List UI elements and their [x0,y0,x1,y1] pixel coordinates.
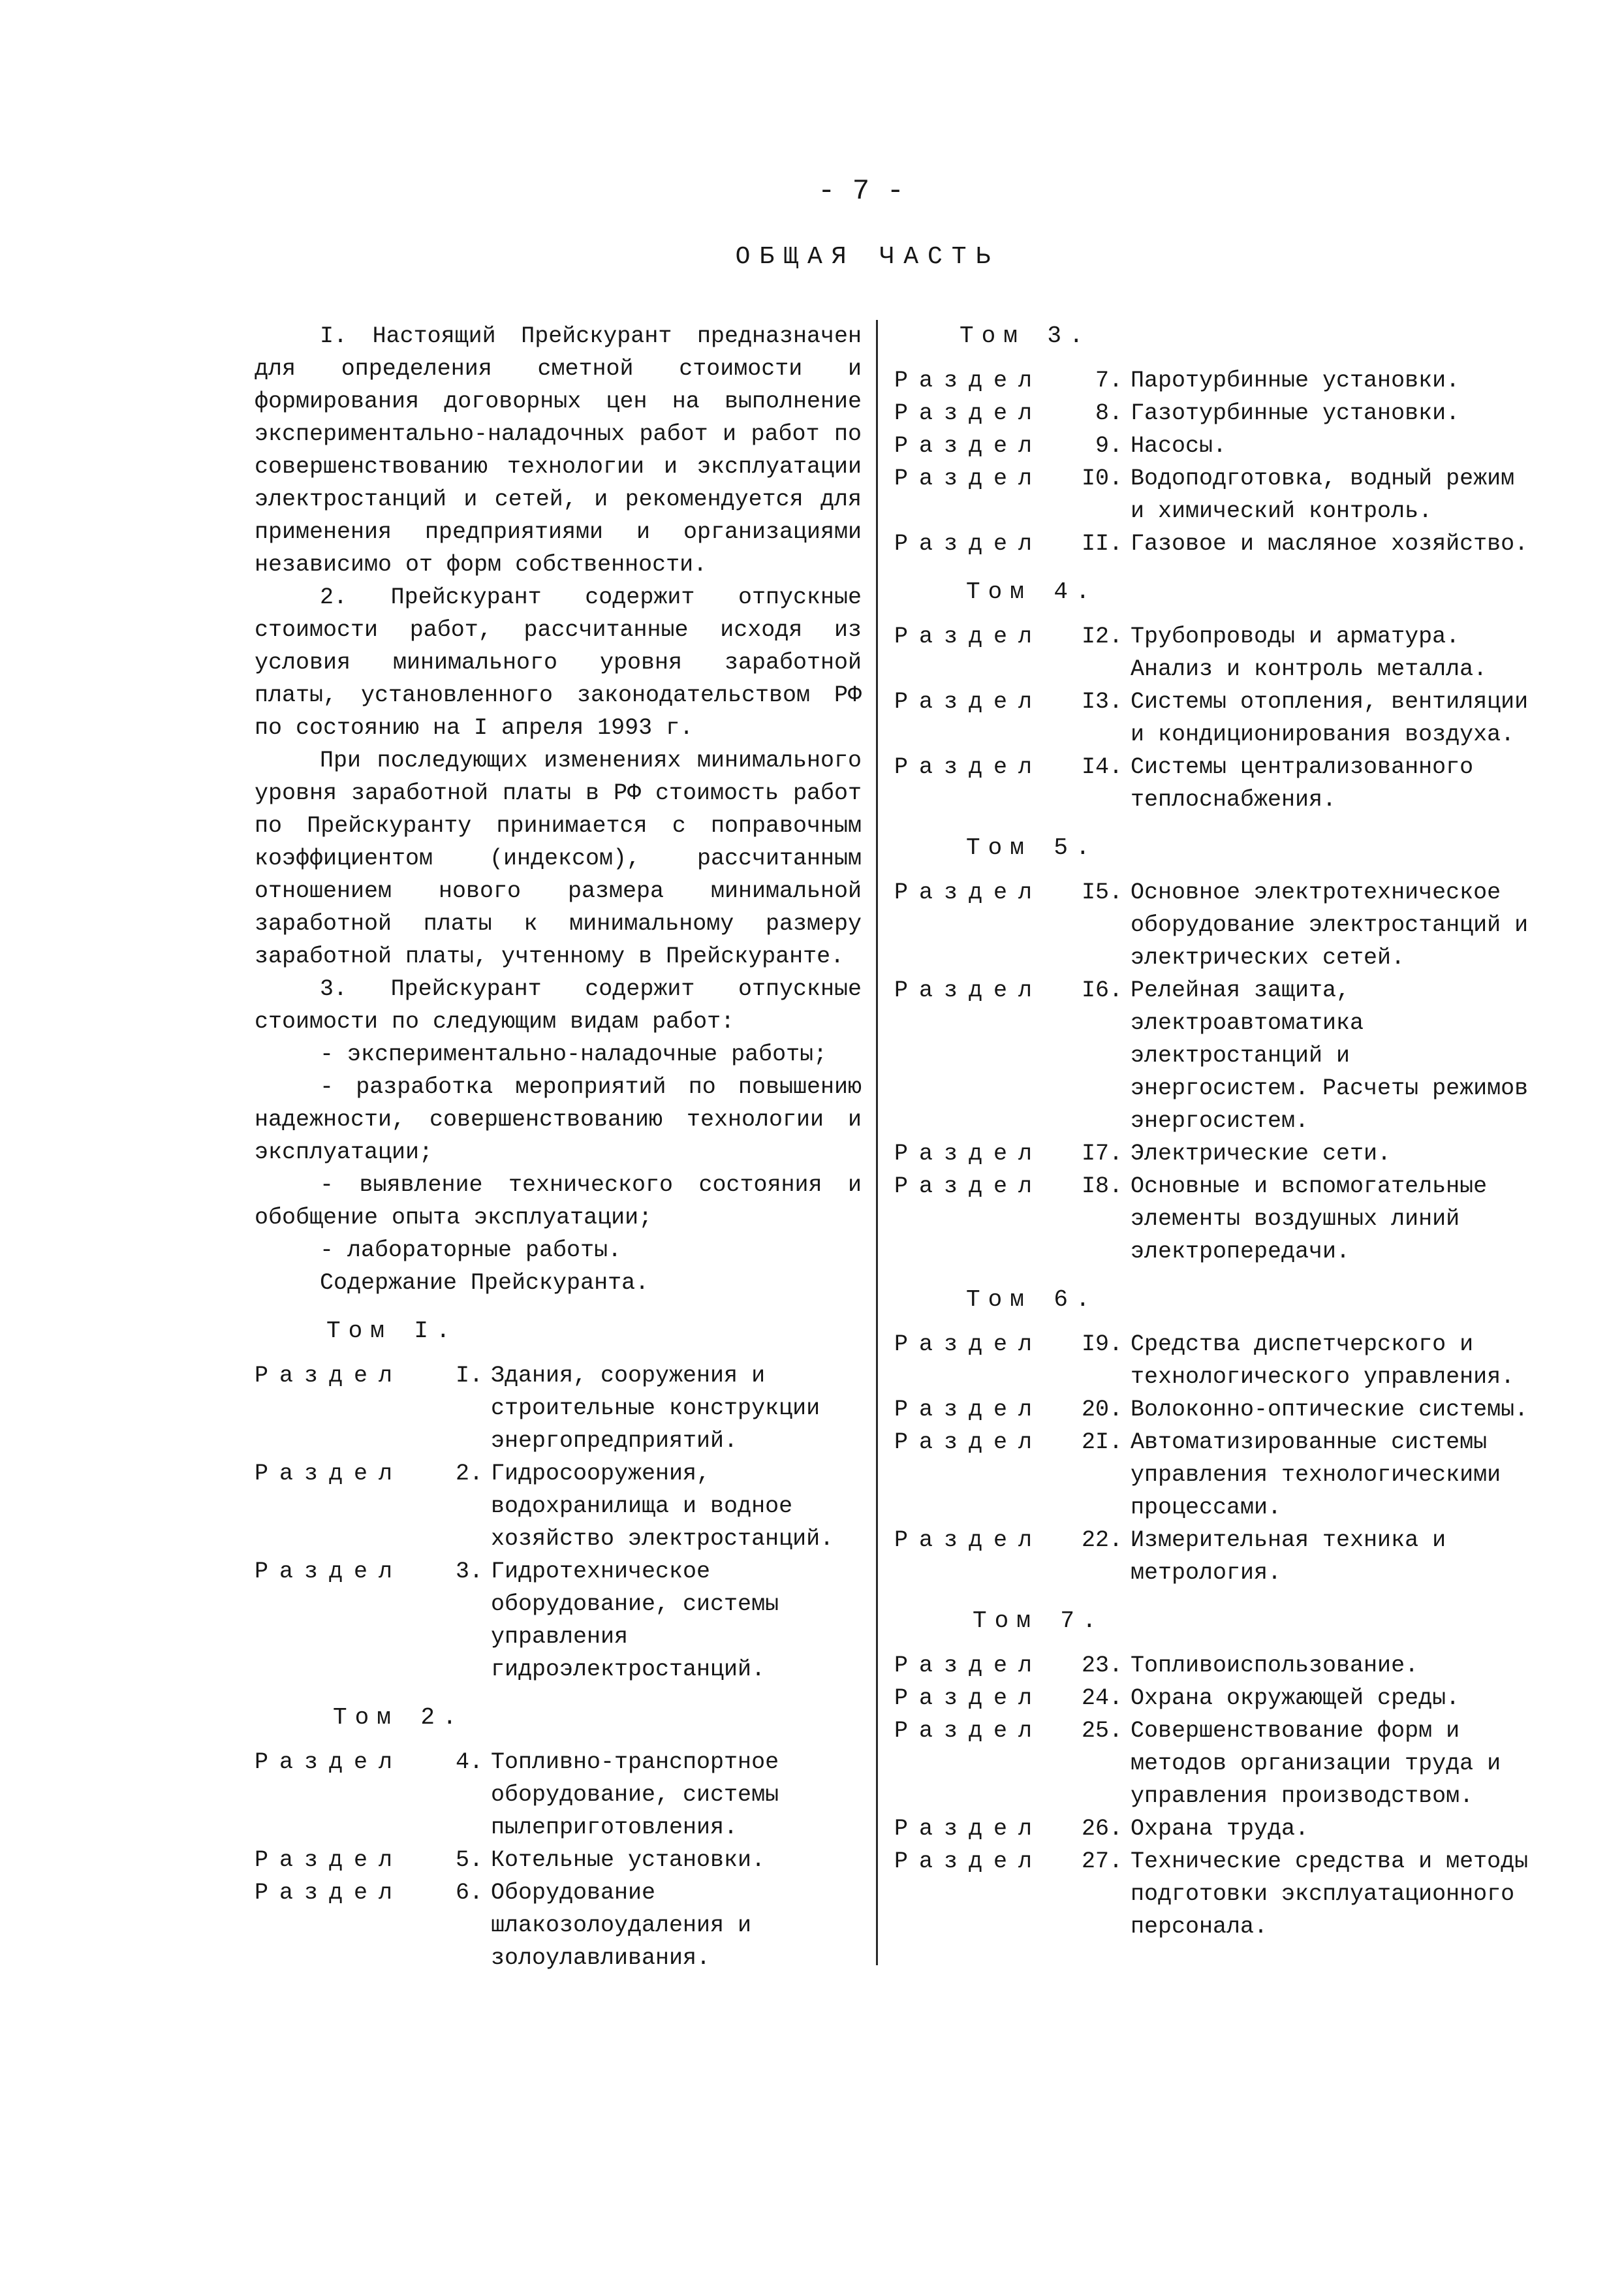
section-number: 27. [1081,1848,1123,1874]
section-entry [255,1876,862,1974]
section-entry [894,430,1540,462]
volume-heading: Том 5. [966,834,1098,861]
section-word: Раздел [894,754,1044,780]
section-number: 26. [1081,1816,1123,1842]
section-number: 23. [1081,1653,1123,1679]
section-number: I3. [1081,689,1123,715]
section-entry [255,1746,862,1844]
section-entry [894,751,1540,816]
section-word: Раздел [894,1848,1044,1874]
section-entry [255,1457,862,1555]
section-entry [894,1715,1540,1812]
section-title: Здания, сооружения и строительные конструкции энергопредприятий. [491,1363,820,1454]
page-title: ОБЩАЯ ЧАСТЬ [735,243,1000,271]
intro-paragraph-1: I. Настоящий Прейскурант предназначен для определения сметной стоимости и формирования договорных цен на выполнение экспериментально-наладочных работ и работ по совершенствованию технологии и эксплуатации электростанций и сетей, и рекомендуется для применения предприятиями и организациями независимо от форм собственности. [255,323,862,578]
volume-heading: Том I. [326,1318,458,1344]
section-word: Раздел [255,1880,404,1906]
section-entry [894,1426,1540,1524]
section-number: I2. [1081,624,1123,650]
section-title: Релейная защита, электроавтоматика электростанций и энергосистем. Расчеты режимов энергосистем. [1131,977,1529,1134]
section-entry [894,364,1540,397]
section-title: Системы централизованного теплоснабжения. [1131,754,1474,813]
section-number: 25. [1081,1718,1123,1744]
section-entry [894,1328,1540,1393]
volume-heading: Том 6. [966,1286,1098,1313]
section-title: Электрические сети. [1131,1141,1392,1167]
section-word: Раздел [255,1558,404,1585]
section-title: Водоподготовка, водный режим и химический контроль. [1131,466,1515,524]
section-number: 7. [1095,368,1123,394]
section-entry [894,1649,1540,1682]
section-word: Раздел [894,400,1044,426]
section-entry [894,1524,1540,1589]
section-title: Паротурбинные установки. [1131,368,1460,394]
section-word: Раздел [894,879,1044,906]
section-entry [894,397,1540,430]
section-word: Раздел [894,1527,1044,1553]
volume-4-sections [894,620,1540,816]
column-divider [876,320,878,1965]
section-entry [894,974,1540,1137]
section-number: I5. [1081,879,1123,906]
section-number: I9. [1081,1331,1123,1357]
section-word: Раздел [894,1718,1044,1744]
section-word: Раздел [894,1653,1044,1679]
section-word: Раздел [894,1685,1044,1711]
section-entry [894,1170,1540,1268]
section-word: Раздел [894,433,1044,459]
volume-6-sections [894,1328,1540,1589]
volume-heading: Том 2. [333,1704,465,1731]
section-entry [894,1393,1540,1426]
intro-bullet-2: - разработка мероприятий по повышению надежности, совершенствованию технологии и эксплуатации; [255,1074,862,1165]
section-number: 9. [1095,433,1123,459]
section-entry [894,1137,1540,1170]
section-entry [894,528,1540,560]
section-title: Охрана труда. [1131,1816,1309,1842]
section-title: Газовое и масляное хозяйство. [1131,531,1529,557]
section-entry [894,686,1540,751]
intro-paragraph-3: При последующих изменениях минимального уровня заработной платы в РФ стоимость работ по Прейскуранту принимается с поправочным коэффициентом (индексом), рассчитанным отношением нового размера минимальной заработной платы к минимальному размеру заработной платы, учтенному в Прейскуранте. [255,748,862,970]
section-title: Топливно-транспортное оборудование, системы пылеприготовления. [491,1749,779,1841]
section-word: Раздел [255,1847,404,1873]
intro-bullet-1: - экспериментально-наладочные работы; [320,1041,828,1067]
section-number: 2I. [1081,1429,1123,1455]
section-title: Трубопроводы и арматура. Анализ и контроль металла. [1131,624,1488,682]
section-word: Раздел [894,531,1044,557]
intro-bullet-3: - выявление технического состояния и обобщение опыта эксплуатации; [255,1172,862,1231]
section-word: Раздел [894,689,1044,715]
section-number: 3. [455,1558,483,1585]
contents-heading: Содержание Прейскуранта. [320,1270,649,1296]
section-number: 20. [1081,1397,1123,1423]
intro-bullet-4: - лабораторные работы. [320,1237,622,1263]
section-title: Измерительная техника и метрология. [1131,1527,1446,1586]
right-column [894,320,1540,1943]
section-number: 2. [455,1461,483,1487]
section-word: Раздел [894,1816,1044,1842]
section-title: Котельные установки. [491,1847,766,1873]
section-word: Раздел [894,1141,1044,1167]
section-entry [255,1359,862,1457]
section-number: I4. [1081,754,1123,780]
volume-1-sections [255,1359,862,1686]
section-entry [894,1845,1540,1943]
section-number: I. [455,1363,483,1389]
section-word: Раздел [894,1331,1044,1357]
section-number: 22. [1081,1527,1123,1553]
volume-heading: Том 3. [960,323,1091,349]
section-word: Раздел [894,977,1044,1004]
section-title: Насосы. [1131,433,1227,459]
intro-paragraph-4: 3. Прейскурант содержит отпускные стоимости по следующим видам работ: [255,976,862,1035]
section-word: Раздел [894,1397,1044,1423]
section-word: Раздел [894,1429,1044,1455]
section-word: Раздел [255,1749,404,1775]
section-title: Волоконно-оптические системы. [1131,1397,1529,1423]
volume-2-sections [255,1746,862,1974]
section-entry [894,1682,1540,1715]
section-title: Системы отопления, вентиляции и кондиционирования воздуха. [1131,689,1529,748]
section-word: Раздел [894,624,1044,650]
section-title: Автоматизированные системы управления технологическими процессами. [1131,1429,1501,1521]
section-entry [894,620,1540,686]
section-title: Газотурбинные установки. [1131,400,1460,426]
section-entry [894,876,1540,974]
section-number: 5. [455,1847,483,1873]
section-title: Оборудование шлакозолоудаления и золоулавливания. [491,1880,752,1971]
section-number: I0. [1081,466,1123,492]
section-number: 24. [1081,1685,1123,1711]
section-entry [894,462,1540,528]
section-title: Технические средства и методы подготовки эксплуатационного персонала. [1131,1848,1529,1940]
section-entry [894,1812,1540,1845]
section-number: 8. [1095,400,1123,426]
section-number: I6. [1081,977,1123,1004]
section-entry [255,1555,862,1686]
section-number: I8. [1081,1173,1123,1199]
section-number: 6. [455,1880,483,1906]
left-column [255,320,862,1974]
page-number: - 7 - [817,175,905,208]
volume-heading: Том 7. [973,1607,1104,1634]
section-title: Гидросооружения, водохранилища и водное хозяйство электростанций. [491,1461,834,1552]
section-title: Топливоиспользование. [1131,1653,1419,1679]
section-title: Основное электротехническое оборудование электростанций и электрических сетей. [1131,879,1529,971]
section-title: Охрана окружающей среды. [1131,1685,1460,1711]
volume-heading: Том 4. [966,578,1098,605]
section-word: Раздел [894,1173,1044,1199]
section-word: Раздел [894,368,1044,394]
section-title: Гидротехническое оборудование, системы управления гидроэлектростанций. [491,1558,779,1683]
section-title: Совершенствование форм и методов организации труда и управления производством. [1131,1718,1501,1809]
section-number: I7. [1081,1141,1123,1167]
intro-paragraph-2: 2. Прейскурант содержит отпускные стоимости работ, рассчитанные исходя из условия минимального уровня заработной платы, установленного законодательством РФ по состоянию на I апреля 1993 г. [255,584,862,741]
section-number: 4. [455,1749,483,1775]
volume-7-sections [894,1649,1540,1943]
section-title: Основные и вспомогательные элементы воздушных линий электропередачи. [1131,1173,1488,1265]
volume-5-sections [894,876,1540,1268]
section-word: Раздел [255,1461,404,1487]
section-entry [255,1844,862,1876]
section-word: Раздел [894,466,1044,492]
section-word: Раздел [255,1363,404,1389]
section-title: Средства диспетчерского и технологического управления. [1131,1331,1515,1390]
volume-3-sections [894,364,1540,560]
section-number: II. [1081,531,1123,557]
